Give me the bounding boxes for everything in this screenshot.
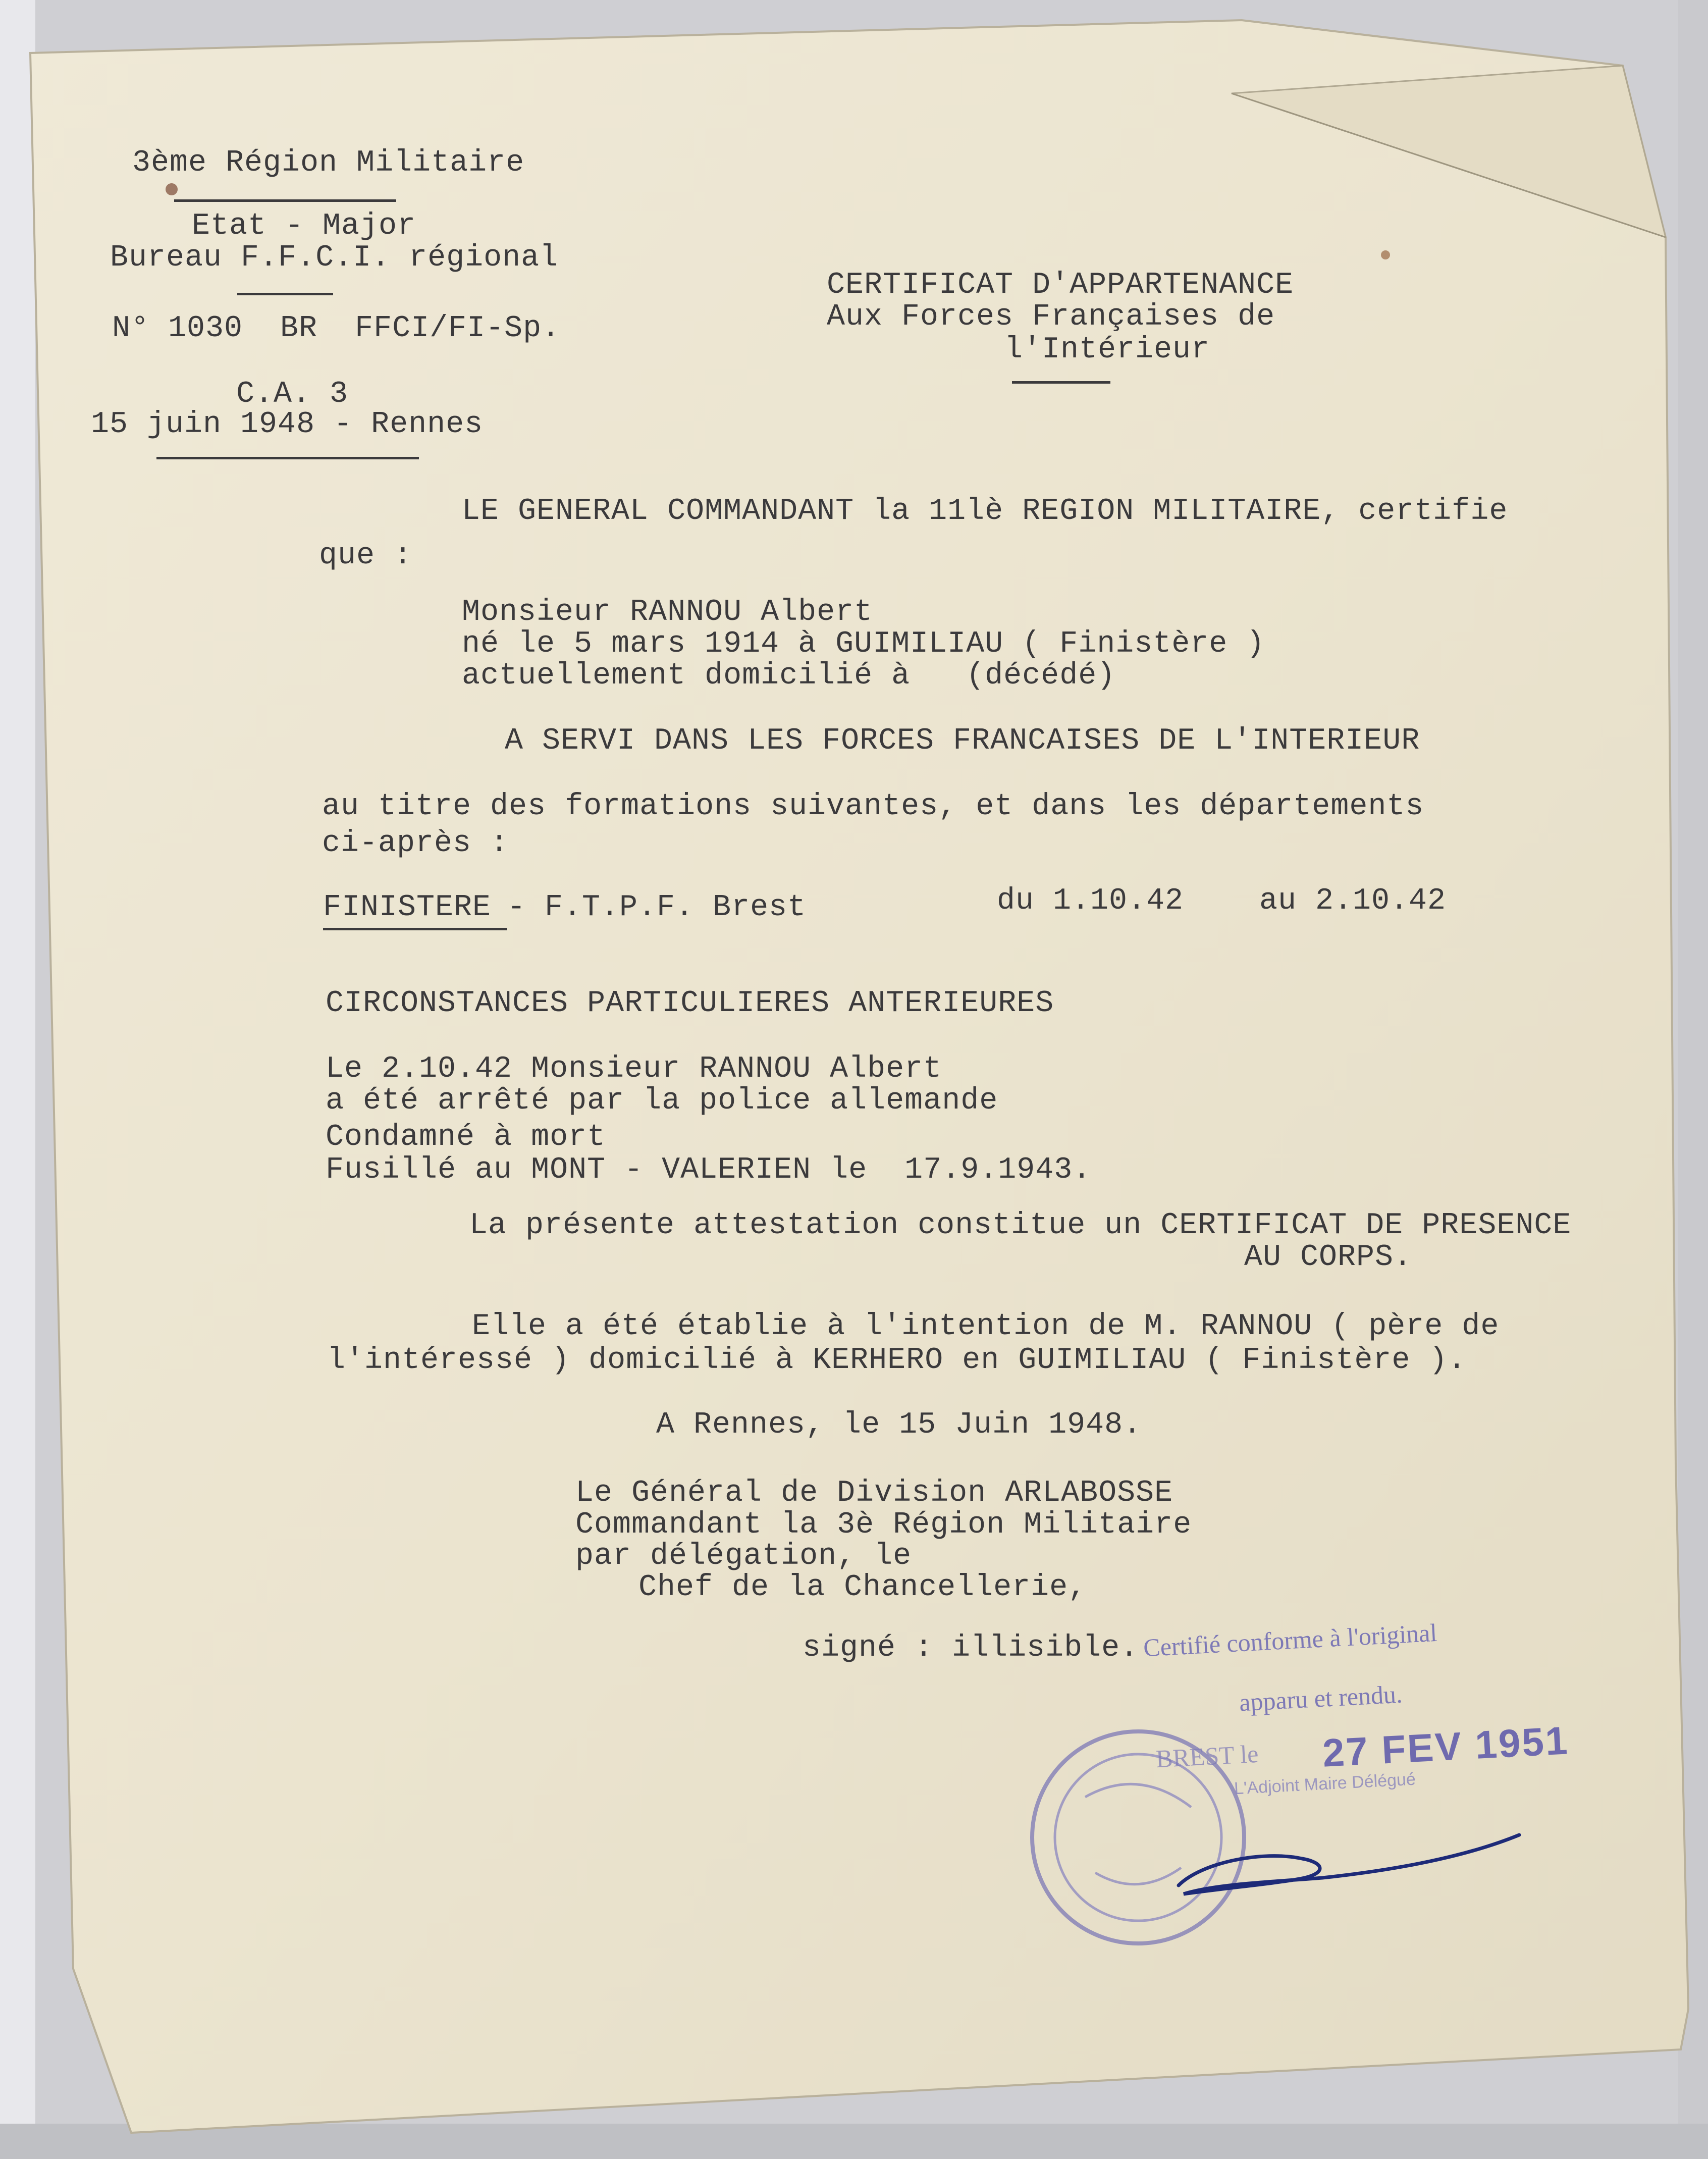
header-reference-number: N° 1030 BR FFCI/FI-Sp. — [112, 311, 561, 346]
stamp-certified-line: apparu et rendu. — [1238, 1679, 1403, 1717]
circumstance-line: a été arrêté par la police allemande — [326, 1084, 998, 1118]
title-divider — [1012, 381, 1110, 384]
stamp-official-title: L'Adjoint Maire Délégué — [1234, 1769, 1416, 1799]
signatory-title: Le Général de Division ARLABOSSE — [575, 1476, 1173, 1510]
header-date-place: 15 juin 1948 - Rennes — [91, 407, 484, 442]
document-title: CERTIFICAT D'APPARTENANCE — [827, 268, 1294, 302]
header-ca: C.A. 3 — [236, 377, 349, 411]
service-date-to: au 2.10.42 — [1259, 884, 1447, 918]
stamp-date: 27 FEV 1951 — [1321, 1718, 1570, 1775]
header-bureau: Bureau F.F.C.I. régional — [110, 241, 559, 275]
header-etat-major: Etat - Major — [192, 209, 416, 243]
formations-line: au titre des formations suivantes, et dans les départements — [322, 789, 1424, 824]
person-name: Monsieur RANNOU Albert — [462, 595, 873, 629]
signatory-title: Chef de la Chancellerie, — [638, 1570, 1087, 1605]
signatory-title: Commandant la 3è Région Militaire — [575, 1508, 1192, 1542]
header-divider — [237, 293, 333, 295]
service-statement: A SERVI DANS LES FORCES FRANCAISES DE L'INTERIEUR — [505, 724, 1420, 758]
certify-line: LE GENERAL COMMANDANT la 11lè REGION MILITAIRE, certifie — [462, 494, 1508, 529]
intention-statement: l'intéressé ) domicilié à KERHERO en GUIMILIAU ( Finistère ). — [327, 1343, 1467, 1378]
paper-stain — [1381, 250, 1390, 259]
person-birth: né le 5 mars 1914 à GUIMILIAU ( Finistère ) — [462, 627, 1265, 661]
signature-note: signé : illisible. — [803, 1631, 1139, 1665]
department-name: FINISTERE — [323, 890, 492, 925]
unit-name: - F.T.P.F. Brest — [507, 890, 807, 925]
stamp-certified-line: Certifié conforme à l'original — [1142, 1618, 1438, 1662]
presence-statement: La présente attestation constitue un CERTIFICAT DE PRESENCE — [469, 1208, 1572, 1243]
header-divider — [174, 199, 396, 202]
document-subtitle: Aux Forces Françaises de — [827, 300, 1275, 334]
header-divider — [156, 457, 419, 459]
signatory-title: par délégation, le — [575, 1539, 912, 1573]
header-region: 3ème Région Militaire — [132, 146, 525, 180]
presence-statement: AU CORPS. — [1244, 1240, 1413, 1275]
stamp-place: BREST le — [1155, 1739, 1259, 1773]
formations-line: ci-après : — [322, 826, 509, 861]
intention-statement: Elle a été établie à l'intention de M. RANNOU ( père de — [472, 1309, 1500, 1344]
certify-continuation: que : — [319, 539, 413, 573]
service-date-from: du 1.10.42 — [997, 884, 1184, 918]
document-subtitle: l'Intérieur — [1004, 333, 1210, 367]
person-domicile: actuellement domicilié à (décédé) — [462, 659, 1116, 693]
circumstances-heading: CIRCONSTANCES PARTICULIERES ANTERIEURES — [326, 986, 1054, 1021]
circumstance-line: Fusillé au MONT - VALERIEN le 17.9.1943. — [326, 1153, 1092, 1187]
circumstance-line: Le 2.10.42 Monsieur RANNOU Albert — [326, 1052, 942, 1086]
circumstance-line: Condamné à mort — [326, 1120, 606, 1154]
place-date: A Rennes, le 15 Juin 1948. — [656, 1408, 1142, 1442]
paper-stain — [166, 183, 178, 195]
department-underline — [323, 928, 507, 930]
